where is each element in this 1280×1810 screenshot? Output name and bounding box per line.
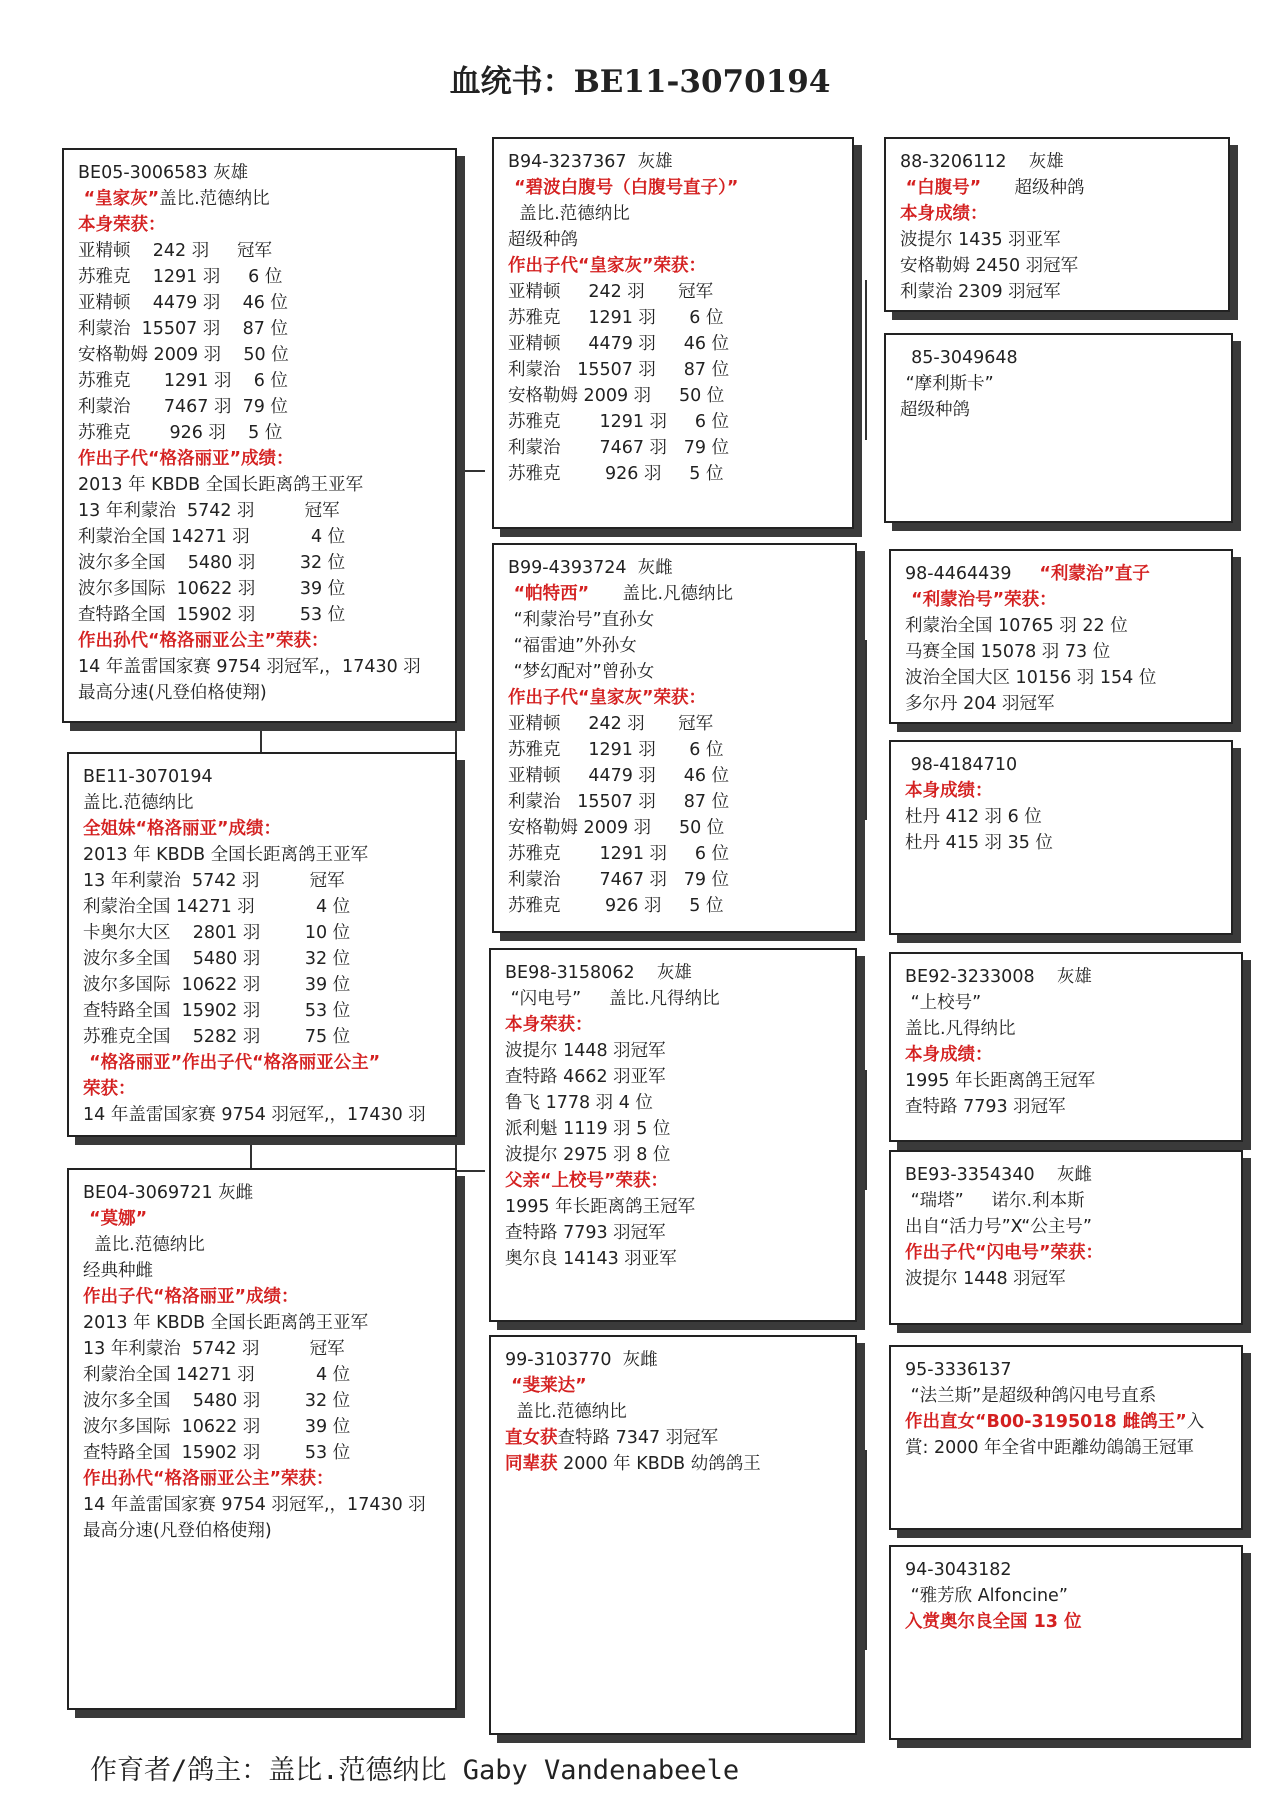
pedigree-line: 利蒙治全国 14271 羽 4 位 <box>83 897 351 917</box>
pedigree-line: “帕特西” 盖比.凡德纳比 <box>513 584 734 604</box>
pedigree-line: 賞: 2000 年全省中距離幼鴿鴿王冠軍 <box>905 1438 1195 1458</box>
pedigree-line: 本身荣获： <box>78 215 166 235</box>
pedigree-line: 作出子代“格洛丽亚”成绩： <box>83 1287 299 1307</box>
pedigree-line: 作出直女“B00-3195018 雌鸽王”入 <box>905 1412 1205 1432</box>
pedigree-line: 最高分速(凡登伯格使翔) <box>78 683 267 703</box>
pedigree-line: 马赛全国 15078 羽 73 位 <box>905 642 1111 662</box>
highlight-text: 同辈获 <box>505 1454 558 1474</box>
pedigree-line: 波提尔 1448 羽冠军 <box>505 1041 666 1061</box>
pedigree-line: 苏雅克 1291 羽 6 位 <box>508 308 724 328</box>
pedigree-line: 14 年盖雷国家赛 9754 羽冠军,，17430 羽 <box>78 657 421 677</box>
ancestor-box-4 <box>889 740 1233 935</box>
pedigree-line: 波提尔 2975 羽 8 位 <box>505 1145 671 1165</box>
pedigree-line: 1995 年长距离鸽王冠军 <box>505 1197 696 1217</box>
pedigree-line: 波尔多全国 5480 羽 32 位 <box>83 949 351 969</box>
pedigree-line: 13 年利蒙治 5742 羽 冠军 <box>83 1339 345 1359</box>
pedigree-title: 血统书：BE11-3070194 <box>449 64 831 100</box>
pedigree-line: 亚精顿 4479 羽 46 位 <box>508 766 730 786</box>
pedigree-line: “法兰斯”是超级种鸽闪电号直系 <box>905 1386 1157 1406</box>
pedigree-line: 苏雅克 926 羽 5 位 <box>78 423 283 443</box>
pedigree-line: 入赏奥尔良全国 13 位 <box>905 1612 1082 1632</box>
pedigree-line: 利蒙治 7467 羽 79 位 <box>508 438 730 458</box>
pedigree-line: 派利魁 1119 羽 5 位 <box>505 1119 671 1139</box>
pedigree-line: 苏雅克 1291 羽 6 位 <box>508 844 730 864</box>
pedigree-line: 2013 年 KBDB 全国长距离鸽王亚军 <box>83 1313 369 1333</box>
pedigree-line: 安格勒姆 2009 羽 50 位 <box>508 818 725 838</box>
ancestor-box-8 <box>889 1545 1243 1740</box>
pedigree-line: 2013 年 KBDB 全国长距离鸽王亚军 <box>78 475 364 495</box>
pedigree-line: “雅芳欣 Alfoncine” <box>905 1586 1068 1606</box>
pedigree-line: 利蒙治 2309 羽冠军 <box>900 282 1061 302</box>
pedigree-line: 查特路 4662 羽亚军 <box>505 1067 666 1087</box>
pedigree-line: 波提尔 1448 羽冠军 <box>905 1269 1066 1289</box>
pedigree-line: 14 年盖雷国家赛 9754 羽冠军,，17430 羽 <box>83 1495 426 1515</box>
pedigree-line: “上校号” <box>905 993 982 1013</box>
ancestor-box-6 <box>889 1150 1243 1325</box>
highlight-text: “利蒙治”直子 <box>1039 564 1150 584</box>
pedigree-line: 亚精顿 242 羽 冠军 <box>508 282 714 302</box>
maternal-grandsire-box <box>489 948 857 1322</box>
pedigree-line: 利蒙治 15507 羽 87 位 <box>78 319 288 339</box>
highlight-text: 作出直女“B00-3195018 雌鸽王” <box>905 1412 1187 1432</box>
pedigree-line: 13 年利蒙治 5742 羽 冠军 <box>78 501 340 521</box>
pedigree-line: 13 年利蒙治 5742 羽 冠军 <box>83 871 345 891</box>
dam-box <box>67 1168 457 1710</box>
pedigree-line: 安格勒姆 2009 羽 50 位 <box>508 386 725 406</box>
pedigree-line: B99-4393724 灰雌 <box>508 558 673 578</box>
pedigree-line: 盖比.范德纳比 <box>505 1402 627 1422</box>
pedigree-line: 杜丹 412 羽 6 位 <box>905 807 1042 827</box>
pedigree-line: 2013 年 KBDB 全国长距离鸽王亚军 <box>83 845 369 865</box>
pedigree-line: BE04-3069721 灰雌 <box>83 1183 254 1203</box>
ancestor-box-5 <box>889 952 1243 1142</box>
pedigree-line: 安格勒姆 2009 羽 50 位 <box>78 345 289 365</box>
paternal-granddam-box <box>492 543 857 933</box>
pedigree-line: 亚精顿 242 羽 冠军 <box>78 241 273 261</box>
pedigree-line: 利蒙治 7467 羽 79 位 <box>508 870 730 890</box>
breeder-credit: 作育者/鸽主：盖比.范德纳比 Gaby Vandenabeele <box>90 1755 740 1786</box>
pedigree-line: 本身成绩： <box>905 781 993 801</box>
connector-line <box>455 470 485 472</box>
pedigree-line: 波尔多国际 10622 羽 39 位 <box>78 579 346 599</box>
connector-line <box>865 640 867 820</box>
pedigree-line: “福雷迪”外孙女 <box>508 636 637 656</box>
pedigree-line: 盖比.凡得纳比 <box>905 1019 1016 1039</box>
pedigree-line: BE11-3070194 <box>83 767 213 787</box>
pedigree-line: 查特路全国 15902 羽 53 位 <box>83 1001 351 1021</box>
pedigree-line: 14 年盖雷国家赛 9754 羽冠军,，17430 羽 <box>83 1105 426 1125</box>
pedigree-line: “闪电号” 盖比.凡得纳比 <box>505 989 720 1009</box>
ancestor-box-2 <box>884 333 1233 523</box>
pedigree-line: 作出子代“格洛丽亚”成绩： <box>78 449 294 469</box>
pedigree-line: 作出孙代“格洛丽亚公主”荣获： <box>83 1469 334 1489</box>
pedigree-line: “梦幻配对”曾孙女 <box>508 662 655 682</box>
pedigree-line: 最高分速(凡登伯格使翔) <box>83 1521 272 1541</box>
pedigree-line: 作出子代“皇家灰”荣获： <box>508 256 707 276</box>
pedigree-line: 85-3049648 <box>900 348 1018 368</box>
pedigree-line: 查特路全国 15902 羽 53 位 <box>83 1443 351 1463</box>
pedigree-line: 卡奥尔大区 2801 羽 10 位 <box>83 923 351 943</box>
ancestor-box-1 <box>884 137 1230 312</box>
pedigree-line: 超级种鸽 <box>508 230 578 250</box>
pedigree-line: BE98-3158062 灰雄 <box>505 963 692 983</box>
pedigree-line: 查特路全国 15902 羽 53 位 <box>78 605 346 625</box>
pedigree-line: 鲁飞 1778 羽 4 位 <box>505 1093 653 1113</box>
pedigree-line: “皇家灰”盖比.范德纳比 <box>83 189 270 209</box>
pedigree-line: 苏雅克 1291 羽 6 位 <box>78 371 288 391</box>
pedigree-line: 亚精顿 4479 羽 46 位 <box>508 334 730 354</box>
pedigree-line: 94-3043182 <box>905 1560 1012 1580</box>
pedigree-line: 超级种鸽 <box>900 400 970 420</box>
pedigree-line: 杜丹 415 羽 35 位 <box>905 833 1053 853</box>
connector-line <box>865 1070 867 1190</box>
connector-line <box>260 725 262 755</box>
pedigree-line: 亚精顿 242 羽 冠军 <box>508 714 714 734</box>
pedigree-line: 波提尔 1435 羽亚军 <box>900 230 1061 250</box>
pedigree-line: 95-3336137 <box>905 1360 1012 1380</box>
pedigree-line: 全姐妹“格洛丽亚”成绩： <box>83 819 282 839</box>
pedigree-line: 直女获查特路 7347 羽冠军 <box>505 1428 719 1448</box>
pedigree-line: “碧波白腹号（白腹号直子）” <box>508 178 739 198</box>
pedigree-line: 作出子代“皇家灰”荣获： <box>508 688 707 708</box>
sire-box <box>62 148 457 723</box>
pedigree-line: 出自“活力号”X“公主号” <box>905 1217 1092 1237</box>
pedigree-line: 苏雅克 1291 羽 6 位 <box>508 412 730 432</box>
pedigree-line: 盖比.范德纳比 <box>83 793 194 813</box>
pedigree-line: BE92-3233008 灰雄 <box>905 967 1092 987</box>
pedigree-line: 查特路 7793 羽冠军 <box>905 1097 1066 1117</box>
pedigree-line: 波尔多全国 5480 羽 32 位 <box>83 1391 351 1411</box>
pedigree-line: “莫娜” <box>83 1209 148 1229</box>
pedigree-line: 波尔多全国 5480 羽 32 位 <box>78 553 346 573</box>
pedigree-line: 经典种雌 <box>83 1261 153 1281</box>
pedigree-line: 奥尔良 14143 羽亚军 <box>505 1249 677 1269</box>
pedigree-line: 波治全国大区 10156 羽 154 位 <box>905 668 1157 688</box>
maternal-granddam-box <box>489 1335 857 1735</box>
pedigree-line: 99-3103770 灰雌 <box>505 1350 658 1370</box>
pedigree-line: 利蒙治全国 10765 羽 22 位 <box>905 616 1128 636</box>
pedigree-line: 波尔多国际 10622 羽 39 位 <box>83 1417 351 1437</box>
pedigree-line: 波尔多国际 10622 羽 39 位 <box>83 975 351 995</box>
highlight-text: 直女获 <box>505 1428 558 1448</box>
pedigree-line: “格洛丽亚”作出子代“格洛丽亚公主” <box>83 1053 381 1073</box>
pedigree-line: 亚精顿 4479 羽 46 位 <box>78 293 288 313</box>
pedigree-line: “利蒙治号”荣获： <box>905 590 1057 610</box>
connector-line <box>865 280 867 440</box>
pedigree-line: 多尔丹 204 羽冠军 <box>905 694 1055 714</box>
pedigree-line: 本身荣获： <box>505 1015 593 1035</box>
pedigree-line: 苏雅克全国 5282 羽 75 位 <box>83 1027 351 1047</box>
pedigree-line: BE93-3354340 灰雌 <box>905 1165 1092 1185</box>
pedigree-line: 利蒙治全国 14271 羽 4 位 <box>78 527 346 547</box>
connector-line <box>865 1450 867 1650</box>
connector-line <box>250 1140 252 1168</box>
pedigree-line: 查特路 7793 羽冠军 <box>505 1223 666 1243</box>
paternal-grandsire-box <box>492 137 854 529</box>
pedigree-line: 利蒙治 15507 羽 87 位 <box>508 792 730 812</box>
pedigree-line: “利蒙治号”直孙女 <box>508 610 655 630</box>
pedigree-line: 父亲“上校号”荣获： <box>505 1171 669 1191</box>
pedigree-line: 利蒙治 15507 羽 87 位 <box>508 360 730 380</box>
pedigree-line: 98-4184710 <box>905 755 1018 775</box>
pedigree-line: “白腹号” 超级种鸽 <box>905 178 1085 198</box>
pedigree-line: 苏雅克 926 羽 5 位 <box>508 464 724 484</box>
pedigree-line: B94-3237367 灰雄 <box>508 152 673 172</box>
connector-line <box>455 1170 485 1172</box>
pedigree-line: 盖比.范德纳比 <box>508 204 630 224</box>
pedigree-line: 1995 年长距离鸽王冠军 <box>905 1071 1096 1091</box>
pedigree-line: “瑞塔” 诺尔.利本斯 <box>905 1191 1085 1211</box>
pedigree-line: “摩利斯卡” <box>900 374 994 394</box>
pedigree-line: 利蒙治 7467 羽 79 位 <box>78 397 288 417</box>
subject-box <box>67 752 457 1137</box>
pedigree-line: 88-3206112 灰雄 <box>900 152 1064 172</box>
ancestor-box-7 <box>889 1345 1243 1530</box>
pedigree-line: 苏雅克 1291 羽 6 位 <box>508 740 724 760</box>
pedigree-line: 同辈获 2000 年 KBDB 幼鸽鸽王 <box>505 1454 761 1474</box>
pedigree-line: 苏雅克 926 羽 5 位 <box>508 896 724 916</box>
ancestor-box-3 <box>889 549 1233 724</box>
highlight-text: “白腹号” <box>905 178 982 198</box>
pedigree-line: 安格勒姆 2450 羽冠军 <box>900 256 1079 276</box>
pedigree-line: 利蒙治全国 14271 羽 4 位 <box>83 1365 351 1385</box>
pedigree-line: “斐莱达” <box>505 1376 587 1396</box>
highlight-text: “帕特西” <box>513 584 590 604</box>
pedigree-line: 荣获： <box>83 1079 136 1099</box>
pedigree-line: 盖比.范德纳比 <box>83 1235 205 1255</box>
pedigree-line: 本身成绩： <box>900 204 988 224</box>
pedigree-line: 本身成绩： <box>905 1045 993 1065</box>
pedigree-line: BE05-3006583 灰雄 <box>78 163 249 183</box>
pedigree-line: 98-4464439 “利蒙治”直子 <box>905 564 1150 584</box>
pedigree-line: 苏雅克 1291 羽 6 位 <box>78 267 283 287</box>
highlight-text: “皇家灰” <box>83 189 160 209</box>
pedigree-line: 作出子代“闪电号”荣获： <box>905 1243 1104 1263</box>
pedigree-line: 作出孙代“格洛丽亚公主”荣获： <box>78 631 329 651</box>
